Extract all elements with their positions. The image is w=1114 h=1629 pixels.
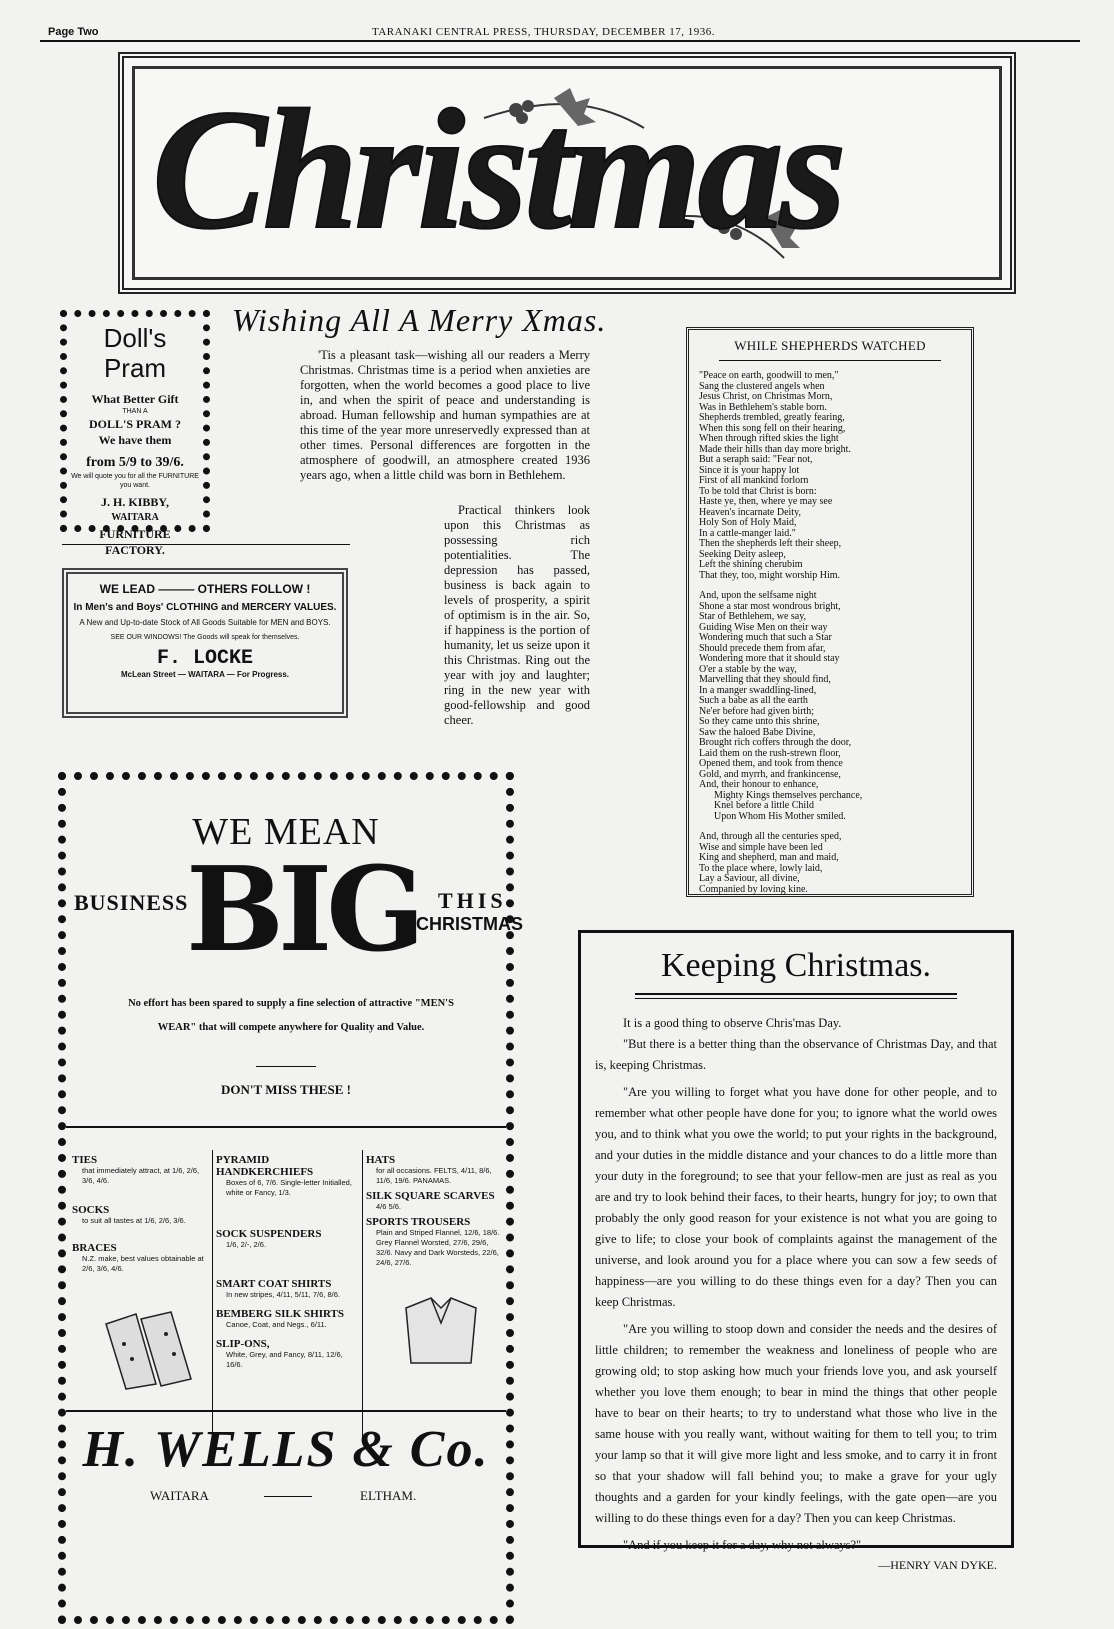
- locke-line-3: A New and Up-to-date Stock of All Goods Suitable for MEN and BOYS.: [79, 618, 331, 627]
- locke-line-2: In Men's and Boys' CLOTHING and MERCERY VALUES.: [73, 602, 337, 613]
- wells-col-3: [366, 1152, 504, 1371]
- item-desc: White, Grey, and Fancy, 8/11, 12/6, 16/6.: [226, 1350, 343, 1369]
- dont-miss-text: DON'T MISS THESE !: [221, 1082, 351, 1097]
- poem-rule: [719, 360, 941, 361]
- poem-stanza-3: And, through all the centuries sped, Wise and simple have been led King and shepherd, man and maid, To the place where, lowly laid, Lay a Saviour, all divine, Companied by loving kine.: [699, 831, 842, 895]
- col-divider: [362, 1150, 363, 1440]
- item-desc: for all occasions. FELTS, 4/11, 8/6, 11/6, 19/6. PANAMAS.: [376, 1166, 492, 1185]
- wells-separator: [66, 1126, 506, 1128]
- tie-illustration-icon: [96, 1304, 206, 1394]
- item-desc: that immediately attract, at 1/6, 2/6, 3/6, 4/6.: [82, 1166, 200, 1185]
- doll-title-2: Pram: [103, 353, 167, 383]
- effort-text: No effort has been spared to supply a fine selection of attractive "MEN'S WEAR" that will compete anywhere for Quality and Value.: [128, 998, 454, 1033]
- christmas-title: Christmas: [152, 75, 843, 265]
- wells-col-2: [216, 1152, 356, 1370]
- item-heading: PYRAMID HANDKERCHIEFS: [216, 1154, 314, 1178]
- doll-firm: FURNITURE FACTORY.: [99, 527, 171, 557]
- item-desc: In new stripes, 4/11, 5/11, 7/6, 8/6.: [226, 1290, 340, 1299]
- keeping-para-4: "Are you willing to stoop down and consider the needs and the desires of little children; to remember the weakness and loneliness of people who are growing old; to stop asking how much your friends love you, and ask yourself whether you love them enough; to bear in mind the things that other people have to bear on their hearts; to try to understand what those who live in the same house with you really want, without waiting for them to tell you; to trim your lamp so that it will give more light and less smoke, and to carry it in front so that your shadow will fall behind you; to make a grave for your ugly thoughts and a garden for your kindly feelings, with the gate open—are you willing to do these things even for a day? Then you can keep Christmas.: [595, 1322, 997, 1525]
- page-number: Page Two: [48, 26, 99, 38]
- doll-name: J. H. KIBBY,: [101, 495, 169, 509]
- doll-title-1: Doll's: [103, 323, 167, 353]
- doll-price: from 5/9 to 39/6.: [86, 455, 184, 470]
- doll-line-6: We will quote you for all the FURNITURE you want.: [71, 473, 199, 489]
- town-dash: [264, 1496, 312, 1497]
- keeping-author: —HENRY VAN DYKE.: [878, 1558, 997, 1572]
- item-desc: Boxes of 6, 7/6. Single-letter Initialled, white or Fancy, 1/3.: [226, 1178, 352, 1197]
- editorial-para-1: 'Tis a pleasant task—wishing all our readers a Merry Christmas. Christmas time is a period when anxieties are forgotten, when the world becomes a good place to live in, and when the spirit of peace and understanding is abroad. Human fellowship and human sympathies are at this time of the year more unreservedly expressed than at other times. Personal differences are forgotten in the atmosphere of goodwill, an atmosphere created 1936 years ago, when a little child was born in Bethlehem.: [300, 348, 590, 482]
- we-mean-heading: WE MEAN: [192, 811, 380, 853]
- keeping-rule: [635, 993, 957, 999]
- poem-stanza-1: "Peace on earth, goodwill to men," Sang the clustered angels when Jesus Christ, on Christmas Morn, Was in Bethlehem's stable born. Shepherds trembled, greatly fearing, When this song fell on their hearing, When through rifted skies the light Made their hills than day more bright. But a seraph said: "Fear not, Since it is your happy lot First of all mankind forlorn To be told that Christ is born: Haste ye, then, where ye may see Heaven's incarnate Deity, Holy Son of Holy Maid, In a cattle-manger laid." Then the shepherds left their sheep, Seeking Deity asleep, Left the shining cherubim That they, too, might worship Him.: [699, 370, 851, 581]
- doll-line-3: DOLL'S PRAM ?: [88, 417, 181, 431]
- wells-firm-name: H. WELLS & Co.: [82, 1421, 490, 1478]
- doll-line-1: What Better Gift: [91, 392, 179, 406]
- poem-box: [686, 327, 974, 897]
- christmas-label: CHRISTMAS: [416, 914, 523, 934]
- poem-stanza-2: And, upon the selfsame night Shone a star most wondrous bright, Star of Bethlehem, we say, Guiding Wise Men on their way Wondering much that such a Star Should precede them from afar, Wondering more that it should stay O'er a stable by the way, Marvelling that they should find, In a manger swaddling-lined, Such a babe as all the earth Ne'er before had given birth; So they came unto this shrine, Saw the haloed Babe Divine, Brought rich coffers through the door, Laid them on the rush-strewn floor, Opened them, and took from thence Gold, and myrrh, and frankincense, And, their honour to enhance, Mighty Kings themselves perchance, Knel before a little Child Upon Whom His Mother smiled.: [699, 590, 863, 822]
- editorial-para-2: Practical thinkers look upon this Christmas as possessing rich potentialities. The depression has passed, business is back again to levels of prosperity, a spirit of optimism is in the air. So, if happiness is the portion of humanity, let us seize upon it this Christmas. Ring out the year with joy and laughter; ring in the new year with good-fellowship and good cheer.: [444, 503, 590, 727]
- item-desc: 1/6, 2/-, 2/6.: [226, 1240, 267, 1249]
- masthead: TARANAKI CENTRAL PRESS, THURSDAY, DECEMBER 17, 1936.: [372, 26, 715, 38]
- big-label: BIG: [186, 842, 420, 978]
- shirt-illustration-icon: [386, 1288, 496, 1368]
- header-rule: [40, 40, 1080, 42]
- item-heading: SILK SQUARE SCARVES: [366, 1190, 495, 1202]
- wells-town-1: WAITARA: [150, 1488, 209, 1503]
- item-desc: to suit all tastes at 1/6, 2/6, 3/6.: [82, 1216, 186, 1225]
- wells-ad: [58, 772, 523, 1624]
- item-heading: SPORTS TROUSERS: [366, 1216, 471, 1228]
- item-heading: SOCK SUSPENDERS: [216, 1228, 322, 1240]
- short-rule: [256, 1066, 316, 1067]
- doll-town: WAITARA: [111, 512, 159, 523]
- christmas-banner: [118, 52, 1016, 294]
- locke-slogan: WE LEAD ——— OTHERS FOLLOW !: [99, 582, 311, 596]
- col-divider: [212, 1150, 213, 1440]
- keeping-para-3: "Are you willing to forget what you have done for other people, and to remember what other people have done for you; to ignore what the world owes you, and to think what you owe the world; to put your rights in the background, and your duties in the middle distance and your chances to do a little more than your duty in the foreground; to see that your fellow-men are just as real as you are and try to look behind their faces, to their hearts, hungry for joy; to own that probably the only good reason for your existence is not what you are going to give to life; to close your book of complaints against the management of the universe, and look around you for a place where you can sow a few seeds of happiness—are you willing to do these things even for a day? Then you can keep Christmas.: [595, 1085, 997, 1309]
- item-heading: BRACES: [72, 1242, 117, 1254]
- item-desc: Canoe, Coat, and Negs., 6/11.: [226, 1320, 327, 1329]
- this-label: THIS: [438, 888, 507, 913]
- doll-line-2: THAN A: [122, 408, 148, 415]
- item-heading: BEMBERG SILK SHIRTS: [216, 1308, 344, 1320]
- doll-line-4: We have them: [98, 433, 172, 447]
- item-heading: SOCKS: [72, 1204, 110, 1216]
- wells-town-2: ELTHAM.: [360, 1488, 417, 1503]
- item-heading: HATS: [366, 1154, 396, 1166]
- keeping-para-2: "But there is a better thing than the observance of Christmas Day, and that is, keeping Christmas.: [595, 1037, 997, 1072]
- item-desc: Plain and Striped Flannel, 12/6, 18/6. Grey Flannel Worsted, 27/6, 29/6, 32/6. Navy and Dark Worsteds, 22/6, 24/6, 27/6.: [376, 1228, 500, 1267]
- keeping-christmas-box: [578, 930, 1014, 1572]
- item-desc: 4/6 5/6.: [376, 1202, 402, 1211]
- dolls-pram-ad: [60, 310, 210, 557]
- item-heading: SLIP-ONS,: [216, 1338, 270, 1350]
- item-heading: SMART COAT SHIRTS: [216, 1278, 332, 1290]
- wells-footer-rule: [66, 1410, 506, 1412]
- editorial-title: Wishing All A Merry Xmas.: [232, 302, 607, 338]
- locke-name: F. LOCKE: [156, 647, 253, 670]
- item-desc: N.Z. make, best values obtainable at 2/6, 3/6, 4/6.: [82, 1254, 204, 1273]
- locke-line-4: SEE OUR WINDOWS! The Goods will speak for themselves.: [110, 634, 300, 641]
- keeping-para-1: It is a good thing to observe Chris'mas Day.: [623, 1016, 842, 1030]
- wells-col-1: [72, 1152, 208, 1397]
- keeping-title: Keeping Christmas.: [660, 947, 932, 984]
- locke-ad: [62, 568, 348, 718]
- page-header: [40, 26, 1080, 40]
- locke-address: McLean Street — WAITARA — For Progress.: [120, 670, 290, 679]
- keeping-para-5: "And if you keep it for a day, why not always?": [623, 1538, 862, 1552]
- poem-title: WHILE SHEPHERDS WATCHED: [734, 338, 926, 353]
- item-heading: TIES: [72, 1154, 98, 1166]
- business-label: BUSINESS: [74, 890, 189, 915]
- divider: [62, 544, 350, 545]
